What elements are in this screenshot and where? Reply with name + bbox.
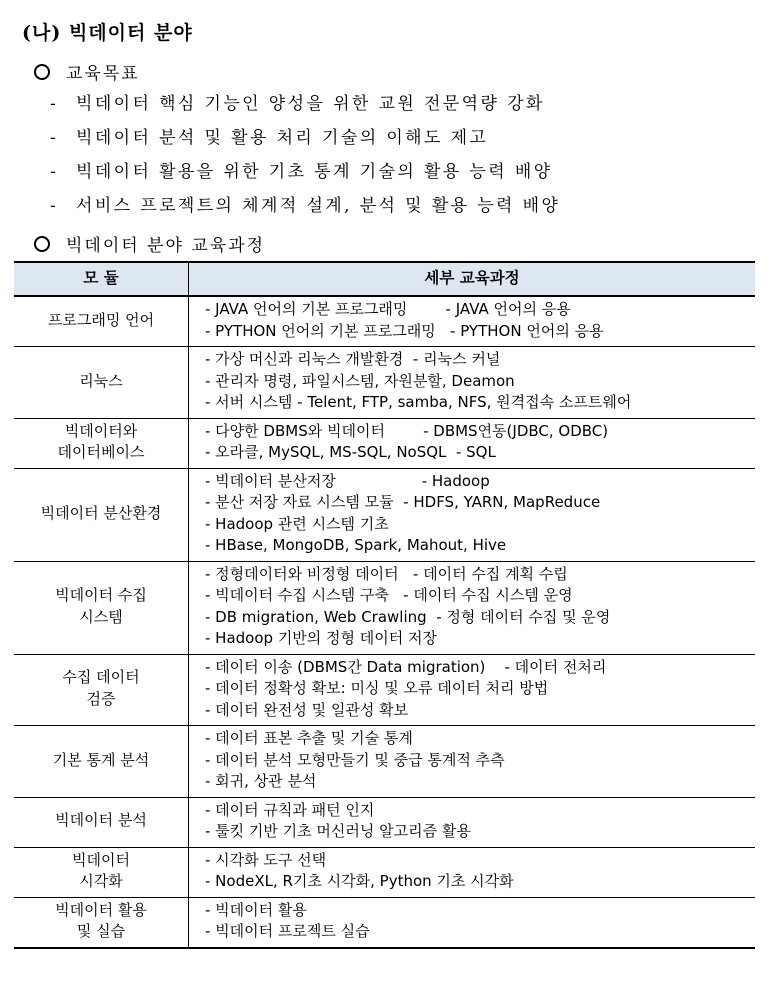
detail-item: - JAVA 언어의 기본 프로그래밍 - JAVA 언어의 응용 (205, 300, 571, 318)
detail-item: - 빅데이터 프로젝트 실습 (205, 922, 370, 940)
detail-item: - 데이터 분석 모형만들기 및 중급 통계적 추측 (205, 750, 505, 769)
detail-item: - HBase, MongoDB, Spark, Mahout, Hive (205, 536, 507, 554)
detail-cell (189, 654, 756, 726)
module-name: 빅데이터 수집 (55, 586, 147, 604)
detail-cell (189, 296, 756, 347)
circle-bullet-icon (34, 236, 50, 252)
detail-item: - 빅데이터 활용 (205, 900, 307, 919)
module-cell (14, 347, 189, 419)
detail-item: - 데이터 표본 추출 및 기술 통계 (205, 729, 413, 747)
table-row (14, 847, 755, 897)
detail-cell (189, 561, 756, 654)
goals-heading-label: 교육목표 (66, 64, 140, 84)
module-cell (14, 468, 189, 561)
table-header-row (14, 262, 755, 296)
goal-text: 빅데이터 분석 및 활용 처리 기술의 이해도 제고 (76, 128, 489, 148)
table-row (14, 418, 755, 468)
dash-bullet: - (50, 196, 59, 216)
goal-list (50, 92, 560, 228)
module-cell (14, 654, 189, 726)
detail-item: - 데이터 정확성 확보: 미싱 및 오류 데이터 처리 방법 (205, 679, 549, 697)
module-cell (14, 897, 189, 948)
detail-item: - 빅데이터 분산저장 - Hadoop (205, 471, 490, 490)
module-name: 데이터베이스 (57, 443, 145, 461)
detail-cell (189, 726, 756, 798)
detail-item: - 데이터 완전성 및 일관성 확보 (205, 700, 409, 719)
header-detail: 세부 교육과정 (189, 262, 756, 296)
detail-item: - 가상 머신과 리눅스 개발환경 - 리눅스 커널 (205, 350, 501, 368)
module-cell (14, 797, 189, 847)
module-cell (14, 561, 189, 654)
detail-item: - 서버 시스템 - Telent, FTP, samba, NFS, 원격접속 소프트웨어 (205, 393, 632, 411)
table-row (14, 468, 755, 561)
module-name: 빅데이터 분석 (55, 811, 147, 830)
detail-cell (189, 897, 756, 948)
detail-item: - 다양한 DBMS와 빅데이터 - DBMS연동(JDBC, ODBC) (205, 421, 609, 440)
detail-cell (189, 797, 756, 847)
goal-text: 빅데이터 핵심 기능인 양성을 위한 교원 전문역량 강화 (76, 94, 545, 114)
detail-cell (189, 847, 756, 897)
goal-item (50, 92, 560, 126)
module-name: 시각화 (79, 872, 123, 890)
table-row (14, 347, 755, 419)
curriculum-heading (34, 231, 265, 256)
table-row (14, 561, 755, 654)
table-row (14, 897, 755, 948)
header-module: 모 듈 (14, 262, 189, 296)
detail-cell (189, 418, 756, 468)
dash-bullet: - (50, 162, 59, 182)
section-title: (나) 빅데이터 분야 (22, 22, 193, 44)
detail-item: - DB migration, Web Crawling - 정형 데이터 수집 및 운영 (205, 607, 611, 626)
table-row (14, 296, 755, 347)
curriculum-table (14, 261, 755, 949)
table-body (14, 296, 755, 948)
detail-item: - Hadoop 기반의 정형 데이터 저장 (205, 629, 438, 647)
detail-item: - 빅데이터 수집 시스템 구축 - 데이터 수집 시스템 운영 (205, 586, 573, 604)
detail-cell (189, 347, 756, 419)
module-name: 수집 데이터 (62, 668, 140, 687)
goal-item (50, 194, 560, 228)
module-name: 프로그래밍 언어 (47, 310, 155, 329)
detail-item: - Hadoop 관련 시스템 기초 (205, 514, 389, 533)
detail-item: - 시각화 도구 선택 (205, 850, 327, 869)
detail-item: - 정형데이터와 비정형 데이터 - 데이터 수집 계획 수립 (205, 564, 568, 583)
module-cell (14, 418, 189, 468)
module-cell (14, 726, 189, 798)
detail-item: - PYTHON 언어의 기본 프로그래밍 - PYTHON 언어의 응용 (205, 321, 604, 340)
goal-item (50, 126, 560, 160)
module-name: 빅데이터 활용 (55, 900, 147, 919)
module-cell (14, 296, 189, 347)
circle-bullet-icon (34, 64, 50, 80)
table-row (14, 654, 755, 726)
module-name: 리눅스 (79, 371, 123, 390)
detail-item: - 데이터 규칙과 패턴 인지 (205, 800, 375, 819)
detail-item: - 분산 저장 자료 시스템 모듈 - HDFS, YARN, MapReduce (205, 493, 601, 511)
goal-text: 빅데이터 활용을 위한 기초 통계 기술의 활용 능력 배양 (76, 162, 553, 182)
module-name: 빅데이터 분산환경 (40, 503, 162, 522)
detail-item: - 회귀, 상관 분석 (205, 772, 317, 790)
detail-item: - 툴킷 기반 기초 머신러닝 알고리즘 활용 (205, 822, 471, 840)
dash-bullet: - (50, 128, 59, 148)
module-name: 검증 (86, 689, 116, 708)
detail-item: - 데이터 이송 (DBMS간 Data migration) - 데이터 전처리 (205, 657, 607, 676)
goal-item (50, 160, 560, 194)
module-cell (14, 847, 189, 897)
goal-text: 서비스 프로젝트의 체계적 설계, 분석 및 활용 능력 배양 (76, 196, 561, 216)
module-name: 빅데이터 (72, 850, 130, 869)
table-row (14, 797, 755, 847)
dash-bullet: - (50, 94, 59, 114)
detail-item: - 관리자 명령, 파일시스템, 자원분할, Deamon (205, 371, 515, 390)
detail-cell (189, 468, 756, 561)
table-row (14, 726, 755, 798)
goals-heading (34, 59, 140, 84)
detail-item: - NodeXL, R기초 시각화, Python 기초 시각화 (205, 872, 514, 890)
module-name: 빅데이터와 (64, 421, 138, 440)
module-name: 및 실습 (76, 922, 126, 940)
module-name: 기본 통계 분석 (52, 750, 150, 769)
curriculum-heading-label: 빅데이터 분야 교육과정 (66, 236, 266, 256)
detail-item: - 오라클, MySQL, MS-SQL, NoSQL - SQL (205, 443, 496, 461)
module-name: 시스템 (79, 607, 123, 626)
